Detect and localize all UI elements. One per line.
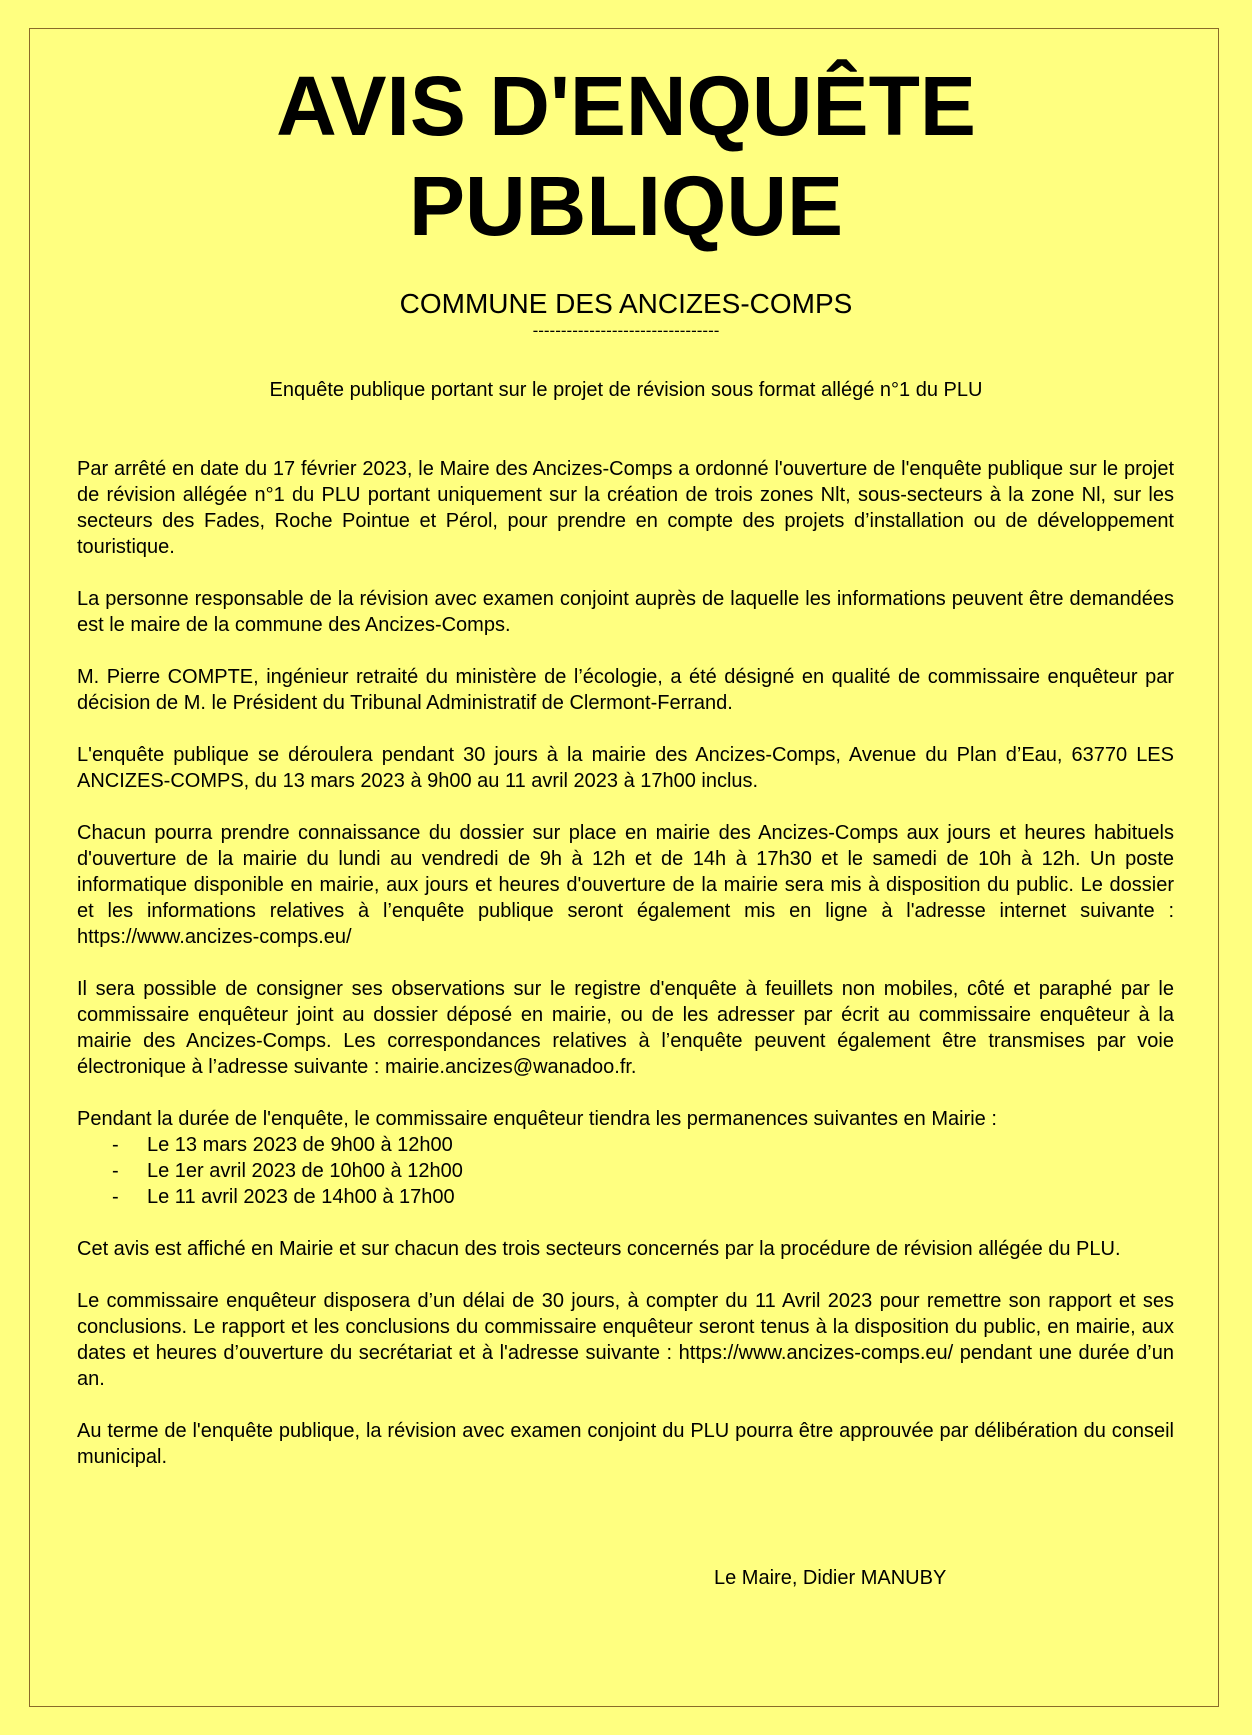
- paragraph-duree: L'enquête publique se déroulera pendant 30 jours à la mairie des Ancizes-Comps, Avenue du Plan d’Eau, 63770 LES ANCIZES-COMPS, du 13 mars 2023 à 9h00 au 11 avril 2023 à 17h00 inclus.: [77, 744, 1174, 792]
- notice-title: [0, 56, 1252, 256]
- notice-subtitle: Enquête publique portant sur le projet de révision sous format allégé n°1 du PLU: [269, 379, 983, 401]
- notice-body: [77, 456, 1174, 1496]
- paragraph-arrete: Par arrêté en date du 17 février 2023, le Maire des Ancizes-Comps a ordonné l'ouverture de l'enquête publique sur le projet de révision allégée n°1 du PLU portant uniquement sur la création de trois zones Nlt, sous-secteurs à la zone Nl, sur les secteurs des Fades, Roche Pointue et Pérol, pour prendre en compte des projets d’installation ou de développement touristique.: [77, 458, 1174, 558]
- paragraph-responsable: La personne responsable de la révision avec examen conjoint auprès de laquelle les informations peuvent être demandées est le maire de la commune des Ancizes-Comps.: [77, 588, 1174, 636]
- paragraph-permanences-intro: Pendant la durée de l'enquête, le commissaire enquêteur tiendra les permanences suivantes en Mairie :: [77, 1108, 997, 1130]
- paragraph-observations: Il sera possible de consigner ses observations sur le registre d'enquête à feuillets non mobiles, côté et paraphé par le commissaire enquêteur joint au dossier déposé en mairie, ou de les adresser par écrit au commissaire enquêteur à la mairie des Ancizes-Comps. Les correspondances relatives à l’enquête peuvent également être transmises par voie électronique à l’adresse suivante : mairie.ancizes@wanadoo.fr.: [77, 978, 1174, 1078]
- paragraph-rapport: Le commissaire enquêteur disposera d’un délai de 30 jours, à compter du 11 Avril 2023 pour remettre son rapport et ses conclusions. Le rapport et les conclusions du commissaire enquêteur seront tenus à la disposition du public, en mairie, aux dates et heures d’ouverture du secrétariat et à l'adresse suivante : https://www.ancizes-comps.eu/ pendant une durée d’un an.: [77, 1290, 1174, 1390]
- permanences-list: [77, 1132, 1174, 1210]
- separator-line: ---------------------------------: [532, 321, 720, 340]
- list-item: [77, 1184, 1174, 1210]
- mayor-signature: Le Maire, Didier MANUBY: [714, 1567, 947, 1589]
- title-line-2: PUBLIQUE: [408, 159, 844, 253]
- bullet-dash: -: [112, 1134, 119, 1156]
- permanence-text: Le 11 avril 2023 de 14h00 à 17h00: [147, 1186, 455, 1208]
- list-item: [77, 1132, 1174, 1158]
- title-line-1: AVIS D'ENQUÊTE: [276, 59, 976, 153]
- list-item: [77, 1158, 1174, 1184]
- permanence-text: Le 13 mars 2023 de 9h00 à 12h00: [147, 1134, 453, 1156]
- paragraph-consultation: Chacun pourra prendre connaissance du dossier sur place en mairie des Ancizes-Comps aux jours et heures habituels d'ouverture de la mairie du lundi au vendredi de 9h à 12h et de 14h à 17h30 et le samedi de 10h à 12h. Un poste informatique disponible en mairie, aux jours et heures d'ouverture de la mairie sera mis à disposition du public. Le dossier et les informations relatives à l’enquête publique seront également mis en ligne à l'adresse internet suivante : https://www.ancizes-comps.eu/: [77, 822, 1174, 948]
- paragraph-affichage: Cet avis est affiché en Mairie et sur chacun des trois secteurs concernés par la procédure de révision allégée du PLU.: [77, 1238, 1121, 1260]
- paragraph-commissaire: M. Pierre COMPTE, ingénieur retraité du ministère de l’écologie, a été désigné en qualité de commissaire enquêteur par décision de M. le Président du Tribunal Administratif de Clermont-Ferrand.: [77, 666, 1174, 714]
- commune-heading: COMMUNE DES ANCIZES-COMPS: [399, 288, 853, 319]
- permanence-text: Le 1er avril 2023 de 10h00 à 12h00: [147, 1160, 463, 1182]
- paragraph-approbation: Au terme de l'enquête publique, la révision avec examen conjoint du PLU pourra être approuvée par délibération du conseil municipal.: [77, 1420, 1174, 1468]
- bullet-dash: -: [112, 1186, 119, 1208]
- bullet-dash: -: [112, 1160, 119, 1182]
